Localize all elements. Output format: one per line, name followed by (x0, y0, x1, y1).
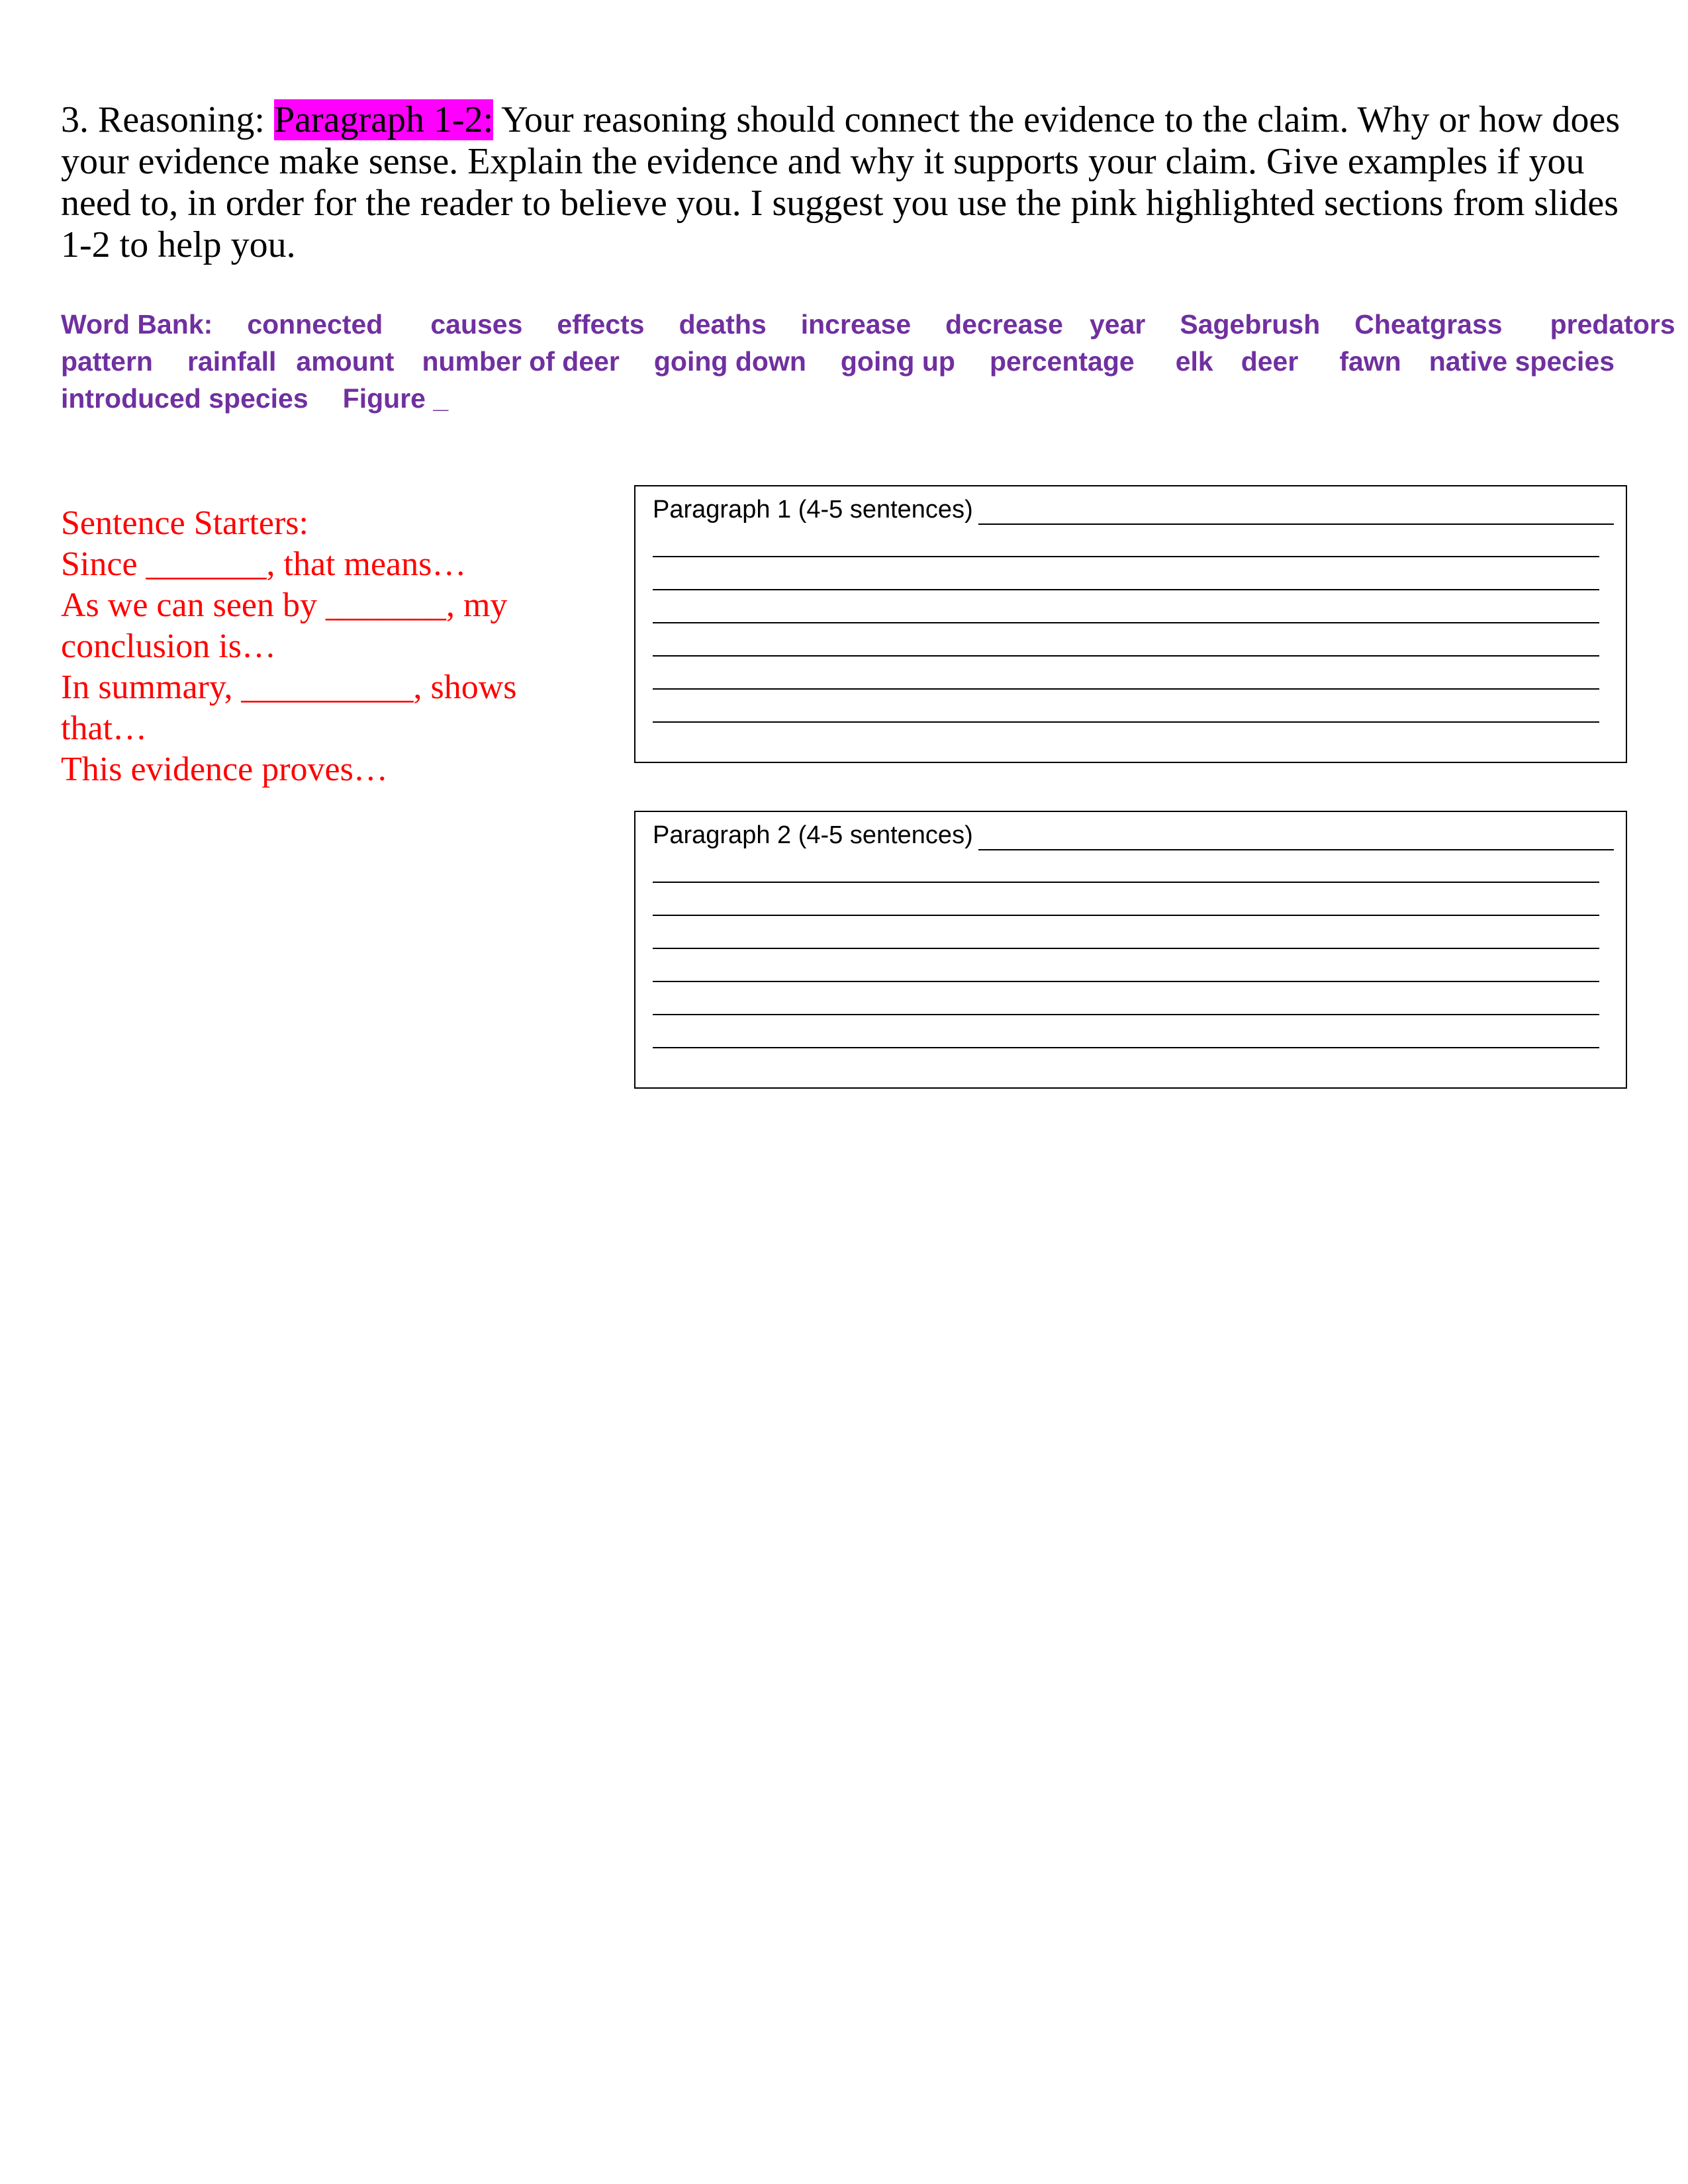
word-bank-item: deaths (679, 309, 767, 340)
paragraph-2-box[interactable] (634, 811, 1627, 1089)
writing-line[interactable] (653, 915, 1599, 916)
reasoning-instructions (61, 99, 1636, 266)
word-bank-item: Figure _ (342, 383, 449, 414)
sentence-starter: This evidence proves… (61, 751, 388, 788)
word-bank-item: elk (1175, 346, 1213, 377)
writing-line[interactable] (978, 825, 1614, 850)
word-bank-item: number of deer (422, 346, 620, 377)
writing-line[interactable] (653, 882, 1599, 883)
word-bank-item: amount (296, 346, 395, 377)
writing-line[interactable] (653, 721, 1599, 723)
word-bank (61, 306, 1675, 417)
writing-line[interactable] (653, 622, 1599, 623)
paragraph-2-header (653, 820, 1614, 850)
word-bank-item: increase (800, 309, 912, 340)
sentence-starter: Since _______, that means… (61, 545, 467, 583)
word-bank-item: effects (557, 309, 645, 340)
word-bank-item: pattern (61, 346, 153, 377)
writing-line[interactable] (653, 1047, 1599, 1048)
word-bank-item: introduced species (61, 383, 308, 414)
word-bank-item: native species (1429, 346, 1615, 377)
sentence-starters (61, 503, 577, 790)
word-bank-item: deer (1241, 346, 1299, 377)
writing-line[interactable] (653, 655, 1599, 657)
writing-line[interactable] (653, 1014, 1599, 1015)
instructions-prefix: 3. Reasoning: (61, 99, 274, 140)
instructions-body: Your reasoning should connect the evidence to the claim. Why or how does your evidence make sense. Explain the evidence and why it supports your claim. Give examples if you need to, in order for the reader to believe you. I suggest you use the pink highlighted sections from slides 1-2 to help you. (61, 99, 1620, 265)
word-bank-item: predators (1550, 309, 1675, 340)
word-bank-item: going down (653, 346, 806, 377)
word-bank-line-2 (61, 343, 1650, 380)
word-bank-item: Cheatgrass (1354, 309, 1503, 340)
word-bank-item: decrease (945, 309, 1063, 340)
paragraph-1-header (653, 494, 1614, 525)
sentence-starters-title: Sentence Starters: (61, 504, 308, 542)
writing-line[interactable] (653, 556, 1599, 557)
word-bank-item: causes (430, 309, 523, 340)
paragraph-1-box[interactable] (634, 485, 1627, 763)
paragraph-1-label: Paragraph 1 (4-5 sentences) (653, 496, 973, 523)
word-bank-item: rainfall (187, 346, 277, 377)
word-bank-label: Word Bank: (61, 309, 213, 340)
word-bank-line-3 (61, 380, 1650, 417)
sentence-starter: As we can seen by _______, my conclusion is… (61, 586, 508, 665)
word-bank-item: Sagebrush (1180, 309, 1321, 340)
word-bank-line-1 (61, 306, 1675, 343)
word-bank-item: going up (840, 346, 955, 377)
writing-line[interactable] (653, 688, 1599, 690)
word-bank-item: fawn (1339, 346, 1401, 377)
writing-line[interactable] (653, 589, 1599, 590)
sentence-starter: In summary, __________, shows that… (61, 668, 517, 747)
word-bank-item: connected (247, 309, 383, 340)
writing-line[interactable] (653, 948, 1599, 949)
word-bank-item: percentage (989, 346, 1135, 377)
writing-line[interactable] (978, 500, 1614, 525)
writing-line[interactable] (653, 981, 1599, 982)
word-bank-item: year (1089, 309, 1146, 340)
paragraph-2-label: Paragraph 2 (4-5 sentences) (653, 821, 973, 849)
paragraph-highlight: Paragraph 1-2: (273, 99, 494, 140)
